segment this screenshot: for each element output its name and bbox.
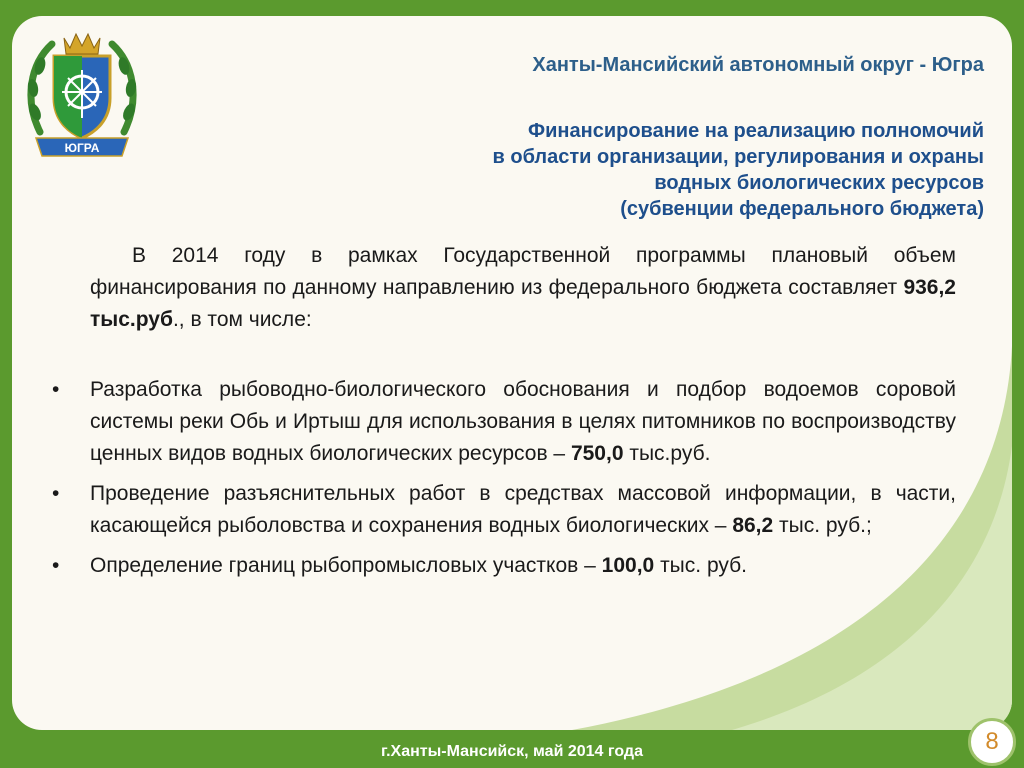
funding-list — [50, 374, 956, 582]
region-name: Ханты-Мансийский автономный округ - Югра — [532, 54, 984, 76]
footer-text: г.Ханты-Мансийск, май 2014 года — [381, 743, 643, 760]
intro-paragraph — [50, 240, 956, 336]
list-item — [50, 550, 956, 582]
list-item-amount: 86,2 — [732, 514, 774, 537]
list-item-unit: тыс.руб. — [623, 442, 711, 465]
list-item-unit: тыс. руб. — [654, 554, 747, 577]
list-item — [50, 478, 956, 542]
list-item-amount: 100,0 — [601, 554, 655, 577]
intro-text-end: ., в том числе: — [172, 308, 312, 331]
intro-text: В 2014 году в рамках Государственной программы плановый объем финансирования по данному направлению из федерального бюджета составляет — [90, 244, 956, 299]
list-item-text: Проведение разъяснительных работ в средствах массовой информации, в части, касающейся рыболовства и сохранения водных биологических – — [90, 482, 956, 537]
list-item-text: Разработка рыбоводно-биологического обоснования и подбор водоемов соровой системы реки Обь и Иртыш для использования в целях питомников по воспроизводству ценных видов водных биологических ресурсов – — [90, 378, 956, 465]
title-line: (субвенции федерального бюджета) — [620, 198, 984, 220]
bullet-marker: • — [52, 554, 60, 577]
title-line: водных биологических ресурсов — [654, 172, 984, 194]
coat-of-arms-emblem — [26, 28, 138, 168]
title-line: в области организации, регулирования и охраны — [492, 146, 984, 168]
list-item-unit: тыс. руб.; — [773, 514, 872, 537]
intro-amount: 936,2 тыс.руб — [90, 276, 956, 331]
bullet-marker: • — [52, 378, 60, 401]
title-line: Финансирование на реализацию полномочий — [528, 120, 984, 142]
list-item — [50, 374, 956, 470]
body-text — [50, 240, 956, 590]
page-number-badge: 8 — [968, 718, 1016, 766]
list-item-amount: 750,0 — [570, 442, 624, 465]
list-item-text: Определение границ рыбопромысловых участков – — [90, 554, 602, 577]
bullet-marker: • — [52, 482, 60, 505]
emblem-ribbon-text: ЮГРА — [64, 141, 100, 155]
slide-title — [312, 118, 984, 222]
